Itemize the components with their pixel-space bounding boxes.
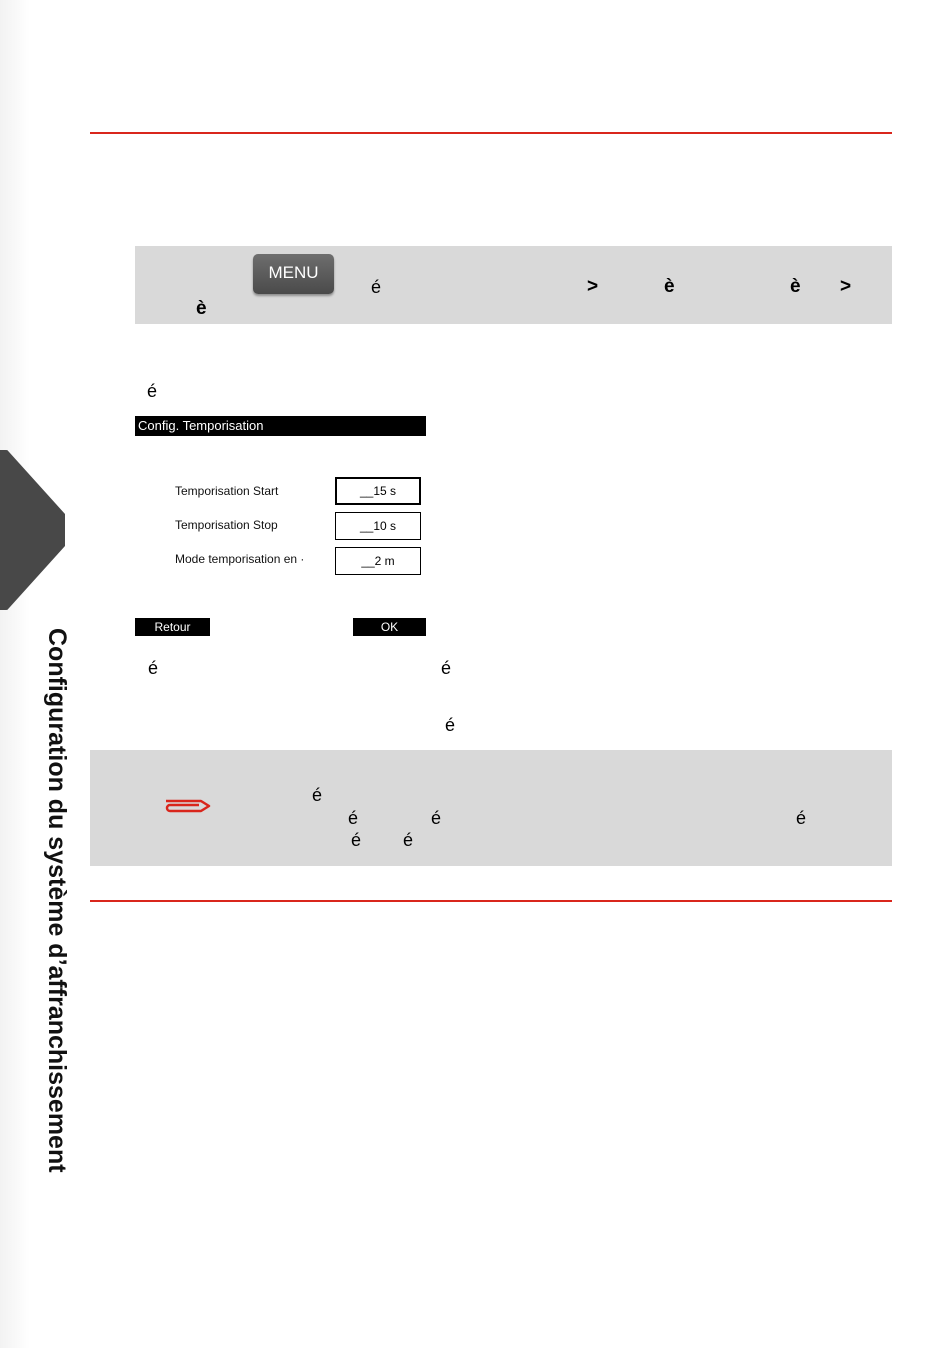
note-text: é <box>431 808 442 828</box>
menu-path-box <box>135 246 892 324</box>
menu-path-separator: > <box>840 276 852 297</box>
note-text: é <box>403 830 414 850</box>
stop-field[interactable]: __10 s <box>335 512 421 540</box>
intro-text: é <box>147 381 158 401</box>
note-text: é <box>312 785 323 805</box>
menu-path-text: è <box>196 298 207 319</box>
mode-field[interactable]: __2 m <box>335 547 421 575</box>
ok-button[interactable]: OK <box>353 618 426 636</box>
stop-label: Temporisation Stop <box>175 518 278 532</box>
note-text: é <box>348 808 359 828</box>
menu-path-text: è <box>664 276 675 297</box>
body-text: é <box>148 658 159 678</box>
mode-label: Mode temporisation en · <box>175 552 305 566</box>
menu-key-button: MENU <box>253 254 334 294</box>
menu-path-text: è <box>790 276 801 297</box>
body-text: é <box>445 715 456 735</box>
back-button[interactable]: Retour <box>135 618 210 636</box>
top-divider <box>90 132 892 134</box>
screen-title: Config. Temporisation <box>135 416 426 436</box>
start-field[interactable]: __15 s <box>335 477 421 505</box>
start-label: Temporisation Start <box>175 484 279 498</box>
chapter-title: Configuration du système d’affranchissement <box>43 628 71 1173</box>
chapter-tab <box>0 450 65 610</box>
note-text: é <box>796 808 807 828</box>
menu-path-separator: > <box>587 276 599 297</box>
temporisation-screen <box>135 416 426 637</box>
page-edge-shadow <box>0 0 30 1348</box>
body-text: é <box>441 658 452 678</box>
menu-path-text: é <box>371 277 382 297</box>
paperclip-icon <box>163 795 213 817</box>
bottom-divider <box>90 900 892 902</box>
note-text: é <box>351 830 362 850</box>
